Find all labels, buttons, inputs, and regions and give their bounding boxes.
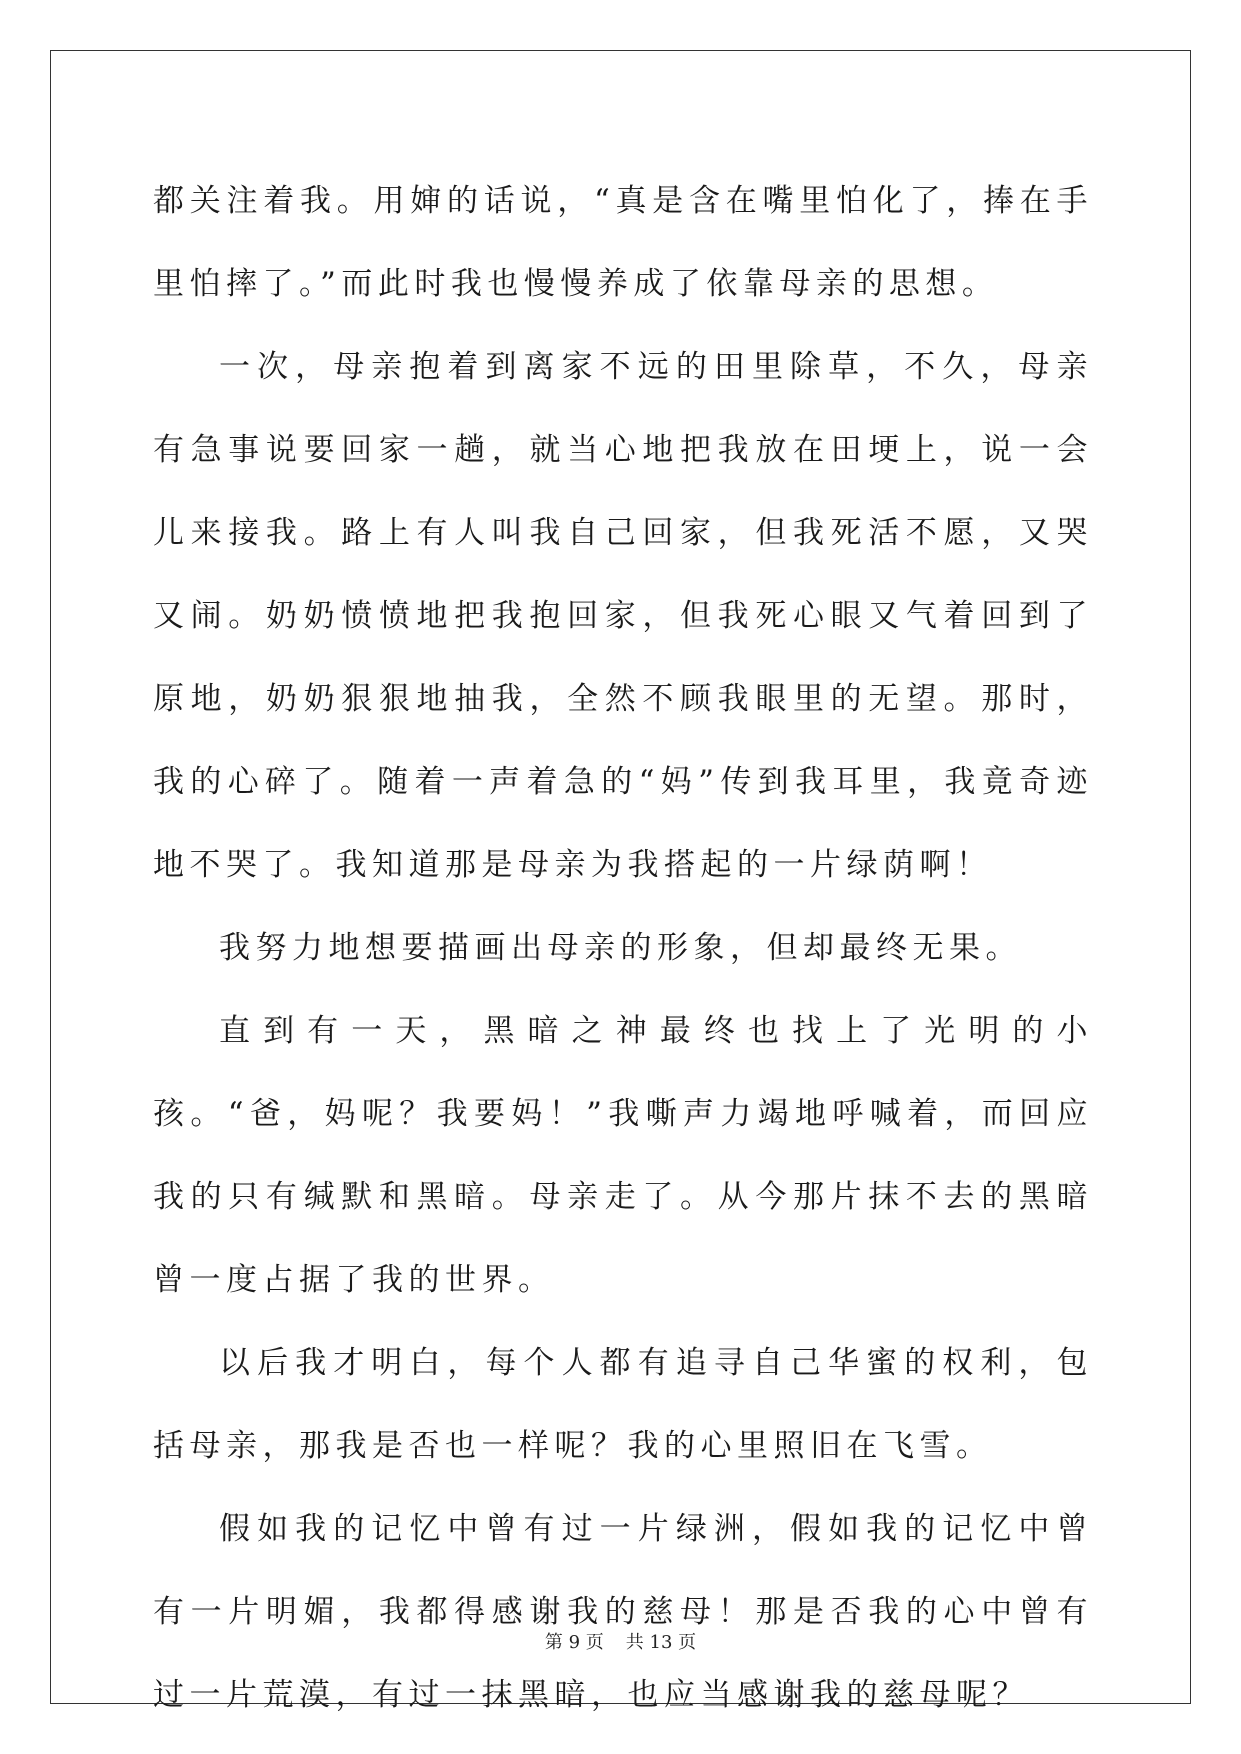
page-footer <box>0 1628 1241 1654</box>
page-number: 第 9 页 <box>544 1632 604 1653</box>
paragraph: 我努力地想要描画出母亲的形象，但却最终无果。 <box>219 930 1022 966</box>
paragraph: 以后我才明白，每个人都有追寻自己华蜜的权利，包括母亲，那我是否也一样呢？我的心里照旧在飞雪。 <box>153 1345 1093 1464</box>
document-body <box>153 160 1093 1737</box>
paragraph: 都关注着我。用婶的话说，“真是含在嘴里怕化了，捧在手里怕摔了。”而此时我也慢慢养成了依靠母亲的思想。 <box>153 183 1093 302</box>
paragraph: 直到有一天，黑暗之神最终也找上了光明的小孩。“爸，妈呢？我要妈！”我嘶声力竭地呼喊着，而回应我的只有缄默和黑暗。母亲走了。从今那片抹不去的黑暗曾一度占据了我的世界。 <box>153 1013 1093 1298</box>
paragraph: 一次，母亲抱着到离家不远的田里除草，不久，母亲有急事说要回家一趟，就当心地把我放在田埂上，说一会儿来接我。路上有人叫我自己回家，但我死活不愿，又哭又闹。奶奶愤愤地把我抱回家，但我死心眼又气着回到了原地，奶奶狠狠地抽我，全然不顾我眼里的无望。那时，我的心碎了。随着一声着急的“妈”传到我耳里，我竟奇迹地不哭了。我知道那是母亲为我搭起的一片绿荫啊！ <box>153 349 1093 883</box>
page-total: 共 13 页 <box>625 1632 697 1653</box>
paragraph: 假如我的记忆中曾有过一片绿洲，假如我的记忆中曾有一片明媚，我都得感谢我的慈母！那是否我的心中曾有过一片荒漠，有过一抹黑暗，也应当感谢我的慈母呢？ <box>153 1511 1093 1713</box>
